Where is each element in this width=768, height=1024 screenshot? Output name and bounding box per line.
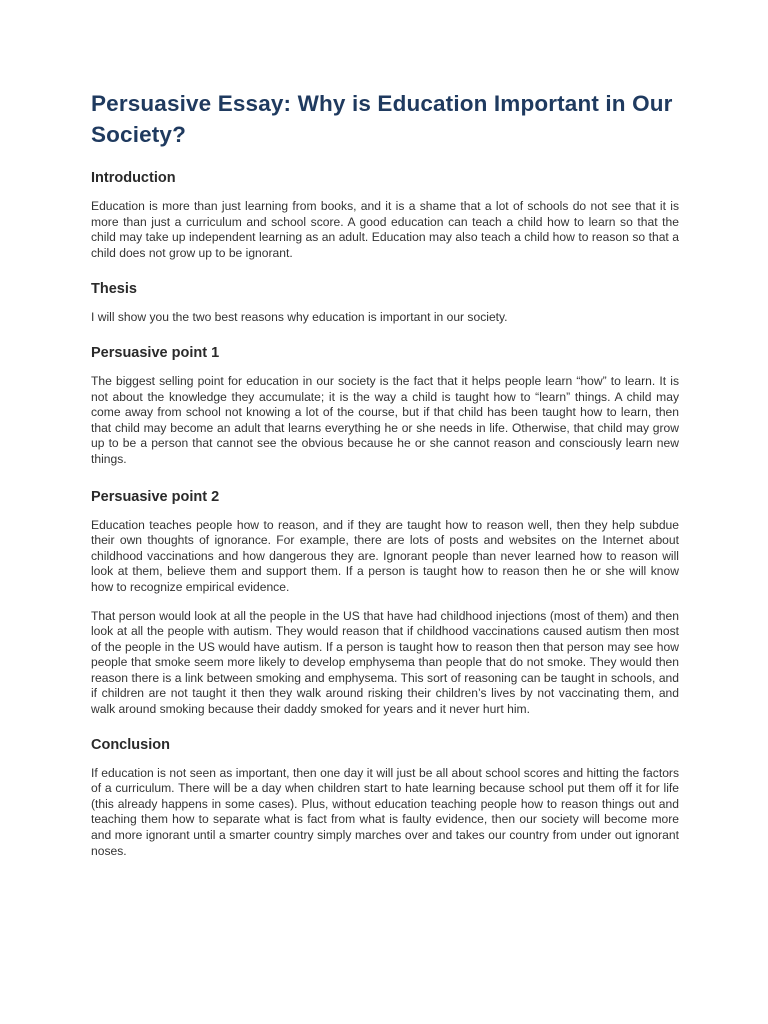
section-persuasive-point-1 <box>91 344 679 468</box>
document-page <box>91 88 679 877</box>
section-thesis <box>91 280 679 326</box>
section-heading-persuasive-point-1: Persuasive point 1 <box>91 344 220 361</box>
document-title: Persuasive Essay: Why is Education Important in Our Society? <box>91 91 673 147</box>
paragraph: Education teaches people how to reason, and if they are taught how to reason well, then they help subdue their own thoughts of ignorance. For example, there are lots of posts and websites on the Internet about childhood vaccinations and how dangerous they are. Ignorant people than never learned how to reason will look at them, believe them and support them. If a person is taught how to reason then he or she will know how to recognize empirical evidence. <box>91 517 679 594</box>
paragraph: I will show you the two best reasons why education is important in our society. <box>91 310 508 325</box>
section-heading-persuasive-point-2: Persuasive point 2 <box>91 488 220 505</box>
section-heading-thesis: Thesis <box>91 281 137 298</box>
section-heading-conclusion: Conclusion <box>91 736 170 753</box>
section-heading-introduction: Introduction <box>91 170 176 186</box>
paragraph: The biggest selling point for education in our society is the fact that it helps people learn “how” to learn. It is not about the knowledge they accumulate; it is the way a child is taught how to “learn” things. A child may come away from school not knowing a lot of the course, but if that child has been taught how to learn, then that child may become an adult that learns everything he or she needs in life. Otherwise, that child may grow up to be a person that cannot see the obvious because he or she cannot reason and consciously learn new things. <box>91 373 679 466</box>
section-conclusion <box>91 736 679 860</box>
section-persuasive-point-2 <box>91 488 679 718</box>
paragraph: Education is more than just learning from books, and it is a shame that a lot of schools do not see that it is more than just a curriculum and school score. A good education can teach a child how to learn so that the child may take up independent learning as an adult. Education may also teach a child how to reason so that a child does not grow up to be ignorant. <box>91 199 679 260</box>
section-introduction <box>91 169 679 261</box>
paragraph: That person would look at all the people in the US that have had childhood injections (most of them) and then look at all the people with autism. They would reason that if childhood vaccinations caused autism then most of the people in the US would have autism. If a person is taught how to reason then that person may see how people that smoke seem more likely to develop emphysema than people that do not smoke. They would then reason there is a link between smoking and emphysema. This sort of reasoning can be taught in schools, and if children are not taught it then they walk around risking their children’s lives by not vaccinating them, and walk around smoking because their daddy smoked for years and it never hurt him. <box>91 608 679 717</box>
paragraph: If education is not seen as important, then one day it will just be all about school scores and hitting the factors of a curriculum. There will be a day when children start to hate learning because school put them off it for life (this already happens in some cases). Plus, without education teaching people how to reason things out and teaching them how to separate what is fact from what is faulty evidence, then our society will become more and more ignorant until a smarter country simply marches over and takes our country from under out ignorant noses. <box>91 765 679 858</box>
